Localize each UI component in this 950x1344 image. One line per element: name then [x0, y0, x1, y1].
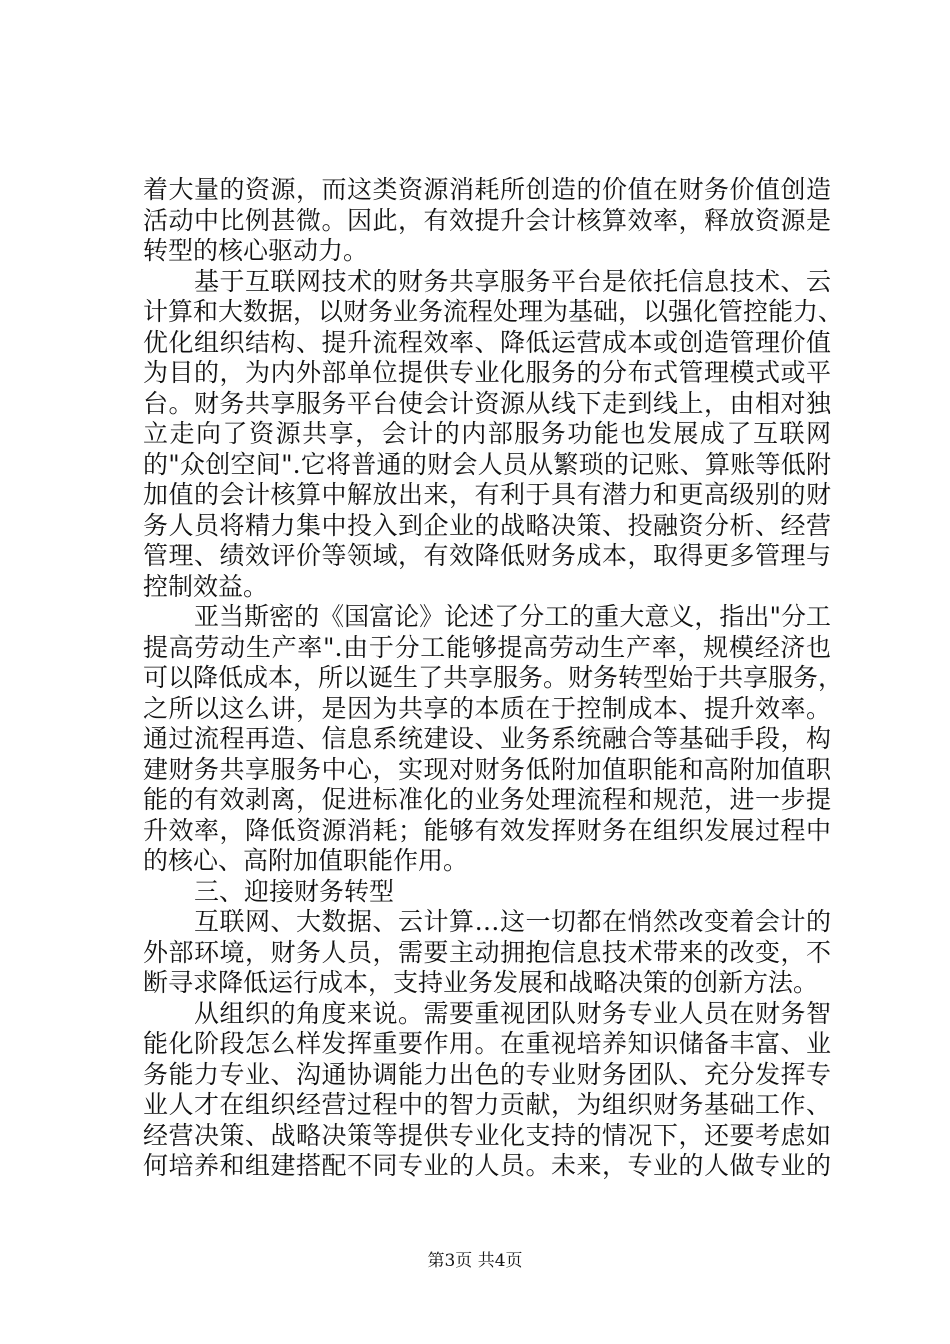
text-line: 能化阶段怎么样发挥重要作用。在重视培养知识储备丰富、业: [143, 1029, 831, 1058]
text-line: 的核心、高附加值职能作用。: [143, 846, 469, 875]
paragraph: [143, 877, 831, 908]
text-line: 能的有效剥离，促进标准化的业务处理流程和规范，进一步提: [143, 785, 831, 814]
text-line: 计算和大数据，以财务业务流程处理为基础，以强化管控能力、: [143, 297, 844, 326]
text-line: 管理、绩效评价等领域，有效降低财务成本，取得更多管理与: [143, 541, 831, 570]
text-line: 亚当斯密的《国富论》论述了分工的重大意义，指出"分工: [194, 602, 831, 631]
text-line: 为目的，为内外部单位提供专业化服务的分布式管理模式或平: [143, 358, 831, 387]
paragraph: [143, 999, 831, 1182]
text-line: 互联网、大数据、云计算…这一切都在悄然改变着会计的: [194, 907, 831, 936]
text-line: 活动中比例甚微。因此，有效提升会计核算效率，释放资源是: [143, 205, 831, 235]
text-line: 提高劳动生产率".由于分工能够提高劳动生产率，规模经济也: [143, 632, 831, 662]
text-line: 外部环境，财务人员，需要主动拥抱信息技术带来的改变，不: [143, 937, 831, 967]
paragraph: [143, 602, 844, 877]
text-line: 转型的核心驱动力。: [143, 236, 369, 265]
paragraph: [143, 175, 831, 267]
text-line: 基于互联网技术的财务共享服务平台是依托信息技术、云: [194, 266, 831, 296]
text-line: 的"众创空间".它将普通的财会人员从繁琐的记账、算账等低附: [143, 449, 831, 479]
text-line: 控制效益。: [143, 571, 269, 601]
text-line: 务能力专业、沟通协调能力出色的专业财务团队、充分发挥专: [143, 1059, 831, 1089]
text-line: 断寻求降低运行成本，支持业务发展和战略决策的创新方法。: [143, 968, 819, 997]
text-line: 加值的会计核算中解放出来，有利于具有潜力和更高级别的财: [143, 480, 831, 509]
text-line: 升效率，降低资源消耗；能够有效发挥财务在组织发展过程中: [143, 815, 831, 845]
text-line: 何培养和组建搭配不同专业的人员。未来，专业的人做专业的: [143, 1151, 831, 1180]
paragraph: [143, 907, 831, 999]
text-line: 从组织的角度来说。需要重视团队财务专业人员在财务智: [194, 998, 831, 1028]
text-line: 通过流程再造、信息系统建设、业务系统融合等基础手段，构: [143, 724, 831, 753]
text-line: 着大量的资源，而这类资源消耗所创造的价值在财务价值创造: [143, 175, 831, 204]
page-number-footer: 第3页 共4页: [427, 1251, 523, 1271]
paragraph: [143, 266, 844, 603]
document-body: [143, 175, 844, 1182]
text-line: 可以降低成本，所以诞生了共享服务。财务转型始于共享服务，: [143, 663, 844, 692]
text-line: 之所以这么讲，是因为共享的本质在于控制成本、提升效率。: [143, 693, 831, 723]
text-line: 建财务共享服务中心，实现对财务低附加值职能和高附加值职: [143, 754, 831, 784]
text-line: 务人员将精力集中投入到企业的战略决策、投融资分析、经营: [143, 510, 831, 540]
text-line: 三、迎接财务转型: [194, 876, 395, 906]
text-line: 优化组织结构、提升流程效率、降低运营成本或创造管理价值: [143, 327, 831, 357]
text-line: 业人才在组织经营过程中的智力贡献，为组织财务基础工作、: [143, 1090, 831, 1119]
text-line: 经营决策、战略决策等提供专业化支持的情况下，还要考虑如: [143, 1120, 831, 1150]
text-line: 立走向了资源共享，会计的内部服务功能也发展成了互联网: [143, 419, 831, 448]
text-line: 台。财务共享服务平台使会计资源从线下走到线上，由相对独: [143, 388, 831, 418]
